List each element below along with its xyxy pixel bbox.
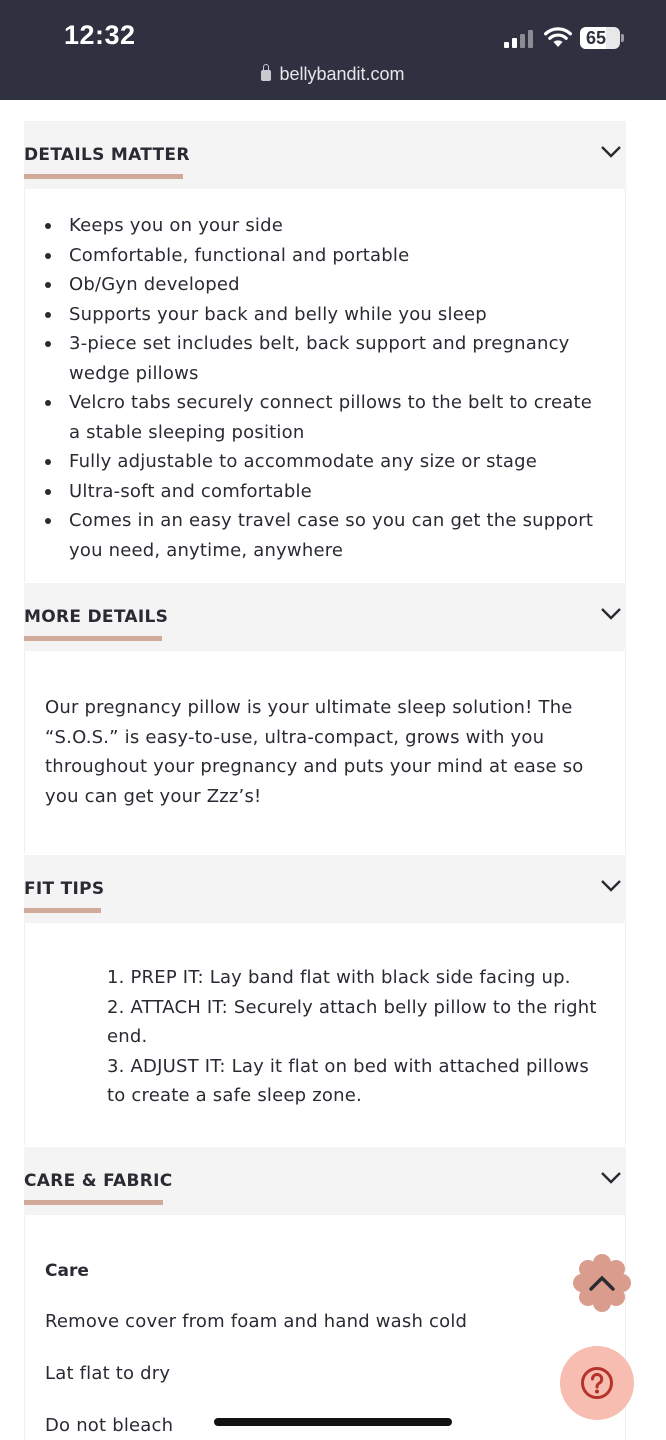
- feature-list: [25, 189, 625, 587]
- list-item: Velcro tabs securely connect pillows to the belt to create a stable sleeping position: [69, 388, 625, 447]
- accordion-title-underline: [24, 636, 162, 641]
- accordion-body-details-matter: [24, 189, 626, 582]
- accordion-title-underline: [24, 908, 101, 913]
- care-heading: Care: [45, 1261, 89, 1281]
- list-item: Comfortable, functional and portable: [69, 241, 625, 271]
- care-instruction: Remove cover from foam and hand wash cold: [45, 1311, 468, 1332]
- list-item: Fully adjustable to accommodate any size or stage: [69, 447, 625, 477]
- battery-nub: [621, 34, 624, 42]
- url-bar[interactable]: [0, 64, 666, 85]
- question-mark-icon: [560, 1346, 634, 1420]
- fit-steps: [25, 923, 625, 1149]
- accordion-title: DETAILS MATTER: [24, 145, 190, 165]
- fit-step: 1. PREP IT: Lay band flat with black side facing up.: [107, 967, 571, 988]
- list-item: 3-piece set includes belt, back support and pregnancy wedge pillows: [69, 329, 625, 388]
- status-time: 12:32: [64, 20, 136, 50]
- list-item: Ob/Gyn developed: [69, 270, 625, 300]
- accordion-care-fabric: [24, 1147, 626, 1440]
- accordion-title-underline: [24, 174, 183, 179]
- accordion-body-more-details: [24, 651, 626, 853]
- care-instruction: Do not bleach: [45, 1415, 174, 1436]
- fit-step: 2. ATTACH IT: Securely attach belly pillow to the right end.: [107, 996, 597, 1047]
- url-text: bellybandit.com: [279, 64, 405, 84]
- accordion-details-matter: [24, 121, 626, 582]
- product-description: Our pregnancy pillow is your ultimate sleep solution! The “S.O.S.” is easy-to-use, ultra-compact, grows with you throughout your pregnancy and puts your mind at ease so you can get your Zzz’s!: [45, 697, 584, 807]
- accordion-title: FIT TIPS: [24, 879, 105, 899]
- accordion-title-underline: [24, 1200, 163, 1205]
- accordion-header-fit-tips[interactable]: [24, 855, 626, 923]
- list-item: Supports your back and belly while you sleep: [69, 300, 625, 330]
- lock-icon: [261, 70, 271, 81]
- cellular-signal-icon: [504, 30, 536, 48]
- list-item: Comes in an easy travel case so you can get the support you need, anytime, anywhere: [69, 506, 625, 565]
- list-item: Ultra-soft and comfortable: [69, 477, 625, 507]
- care-instruction: Lat flat to dry: [45, 1363, 171, 1384]
- chevron-down-icon[interactable]: [600, 145, 622, 159]
- accordion-body-fit-tips: [24, 923, 626, 1145]
- fit-step: 3. ADJUST IT: Lay it flat on bed with attached pillows to create a safe sleep zone.: [107, 1055, 589, 1106]
- home-indicator: [214, 1418, 452, 1426]
- accordion-body-care-fabric: [24, 1215, 626, 1440]
- care-content: [25, 1215, 625, 1436]
- chevron-down-icon[interactable]: [600, 607, 622, 621]
- status-bar: [0, 0, 666, 100]
- battery-icon: [580, 27, 620, 49]
- accordion-title: CARE & FABRIC: [24, 1171, 173, 1191]
- accordion-title: MORE DETAILS: [24, 607, 169, 627]
- accordion-fit-tips: [24, 855, 626, 1145]
- accordion-more-details: [24, 583, 626, 853]
- list-item: Keeps you on your side: [69, 211, 625, 241]
- help-button[interactable]: [560, 1346, 634, 1420]
- wifi-icon: [543, 26, 573, 48]
- scroll-to-top-button[interactable]: [572, 1253, 632, 1313]
- battery-level-text: 65: [586, 28, 607, 48]
- accordion-header-more-details[interactable]: [24, 583, 626, 651]
- accordion-header-care-fabric[interactable]: [24, 1147, 626, 1215]
- accordion-header-details-matter[interactable]: [24, 121, 626, 189]
- chevron-down-icon[interactable]: [600, 1171, 622, 1185]
- chevron-down-icon[interactable]: [600, 879, 622, 893]
